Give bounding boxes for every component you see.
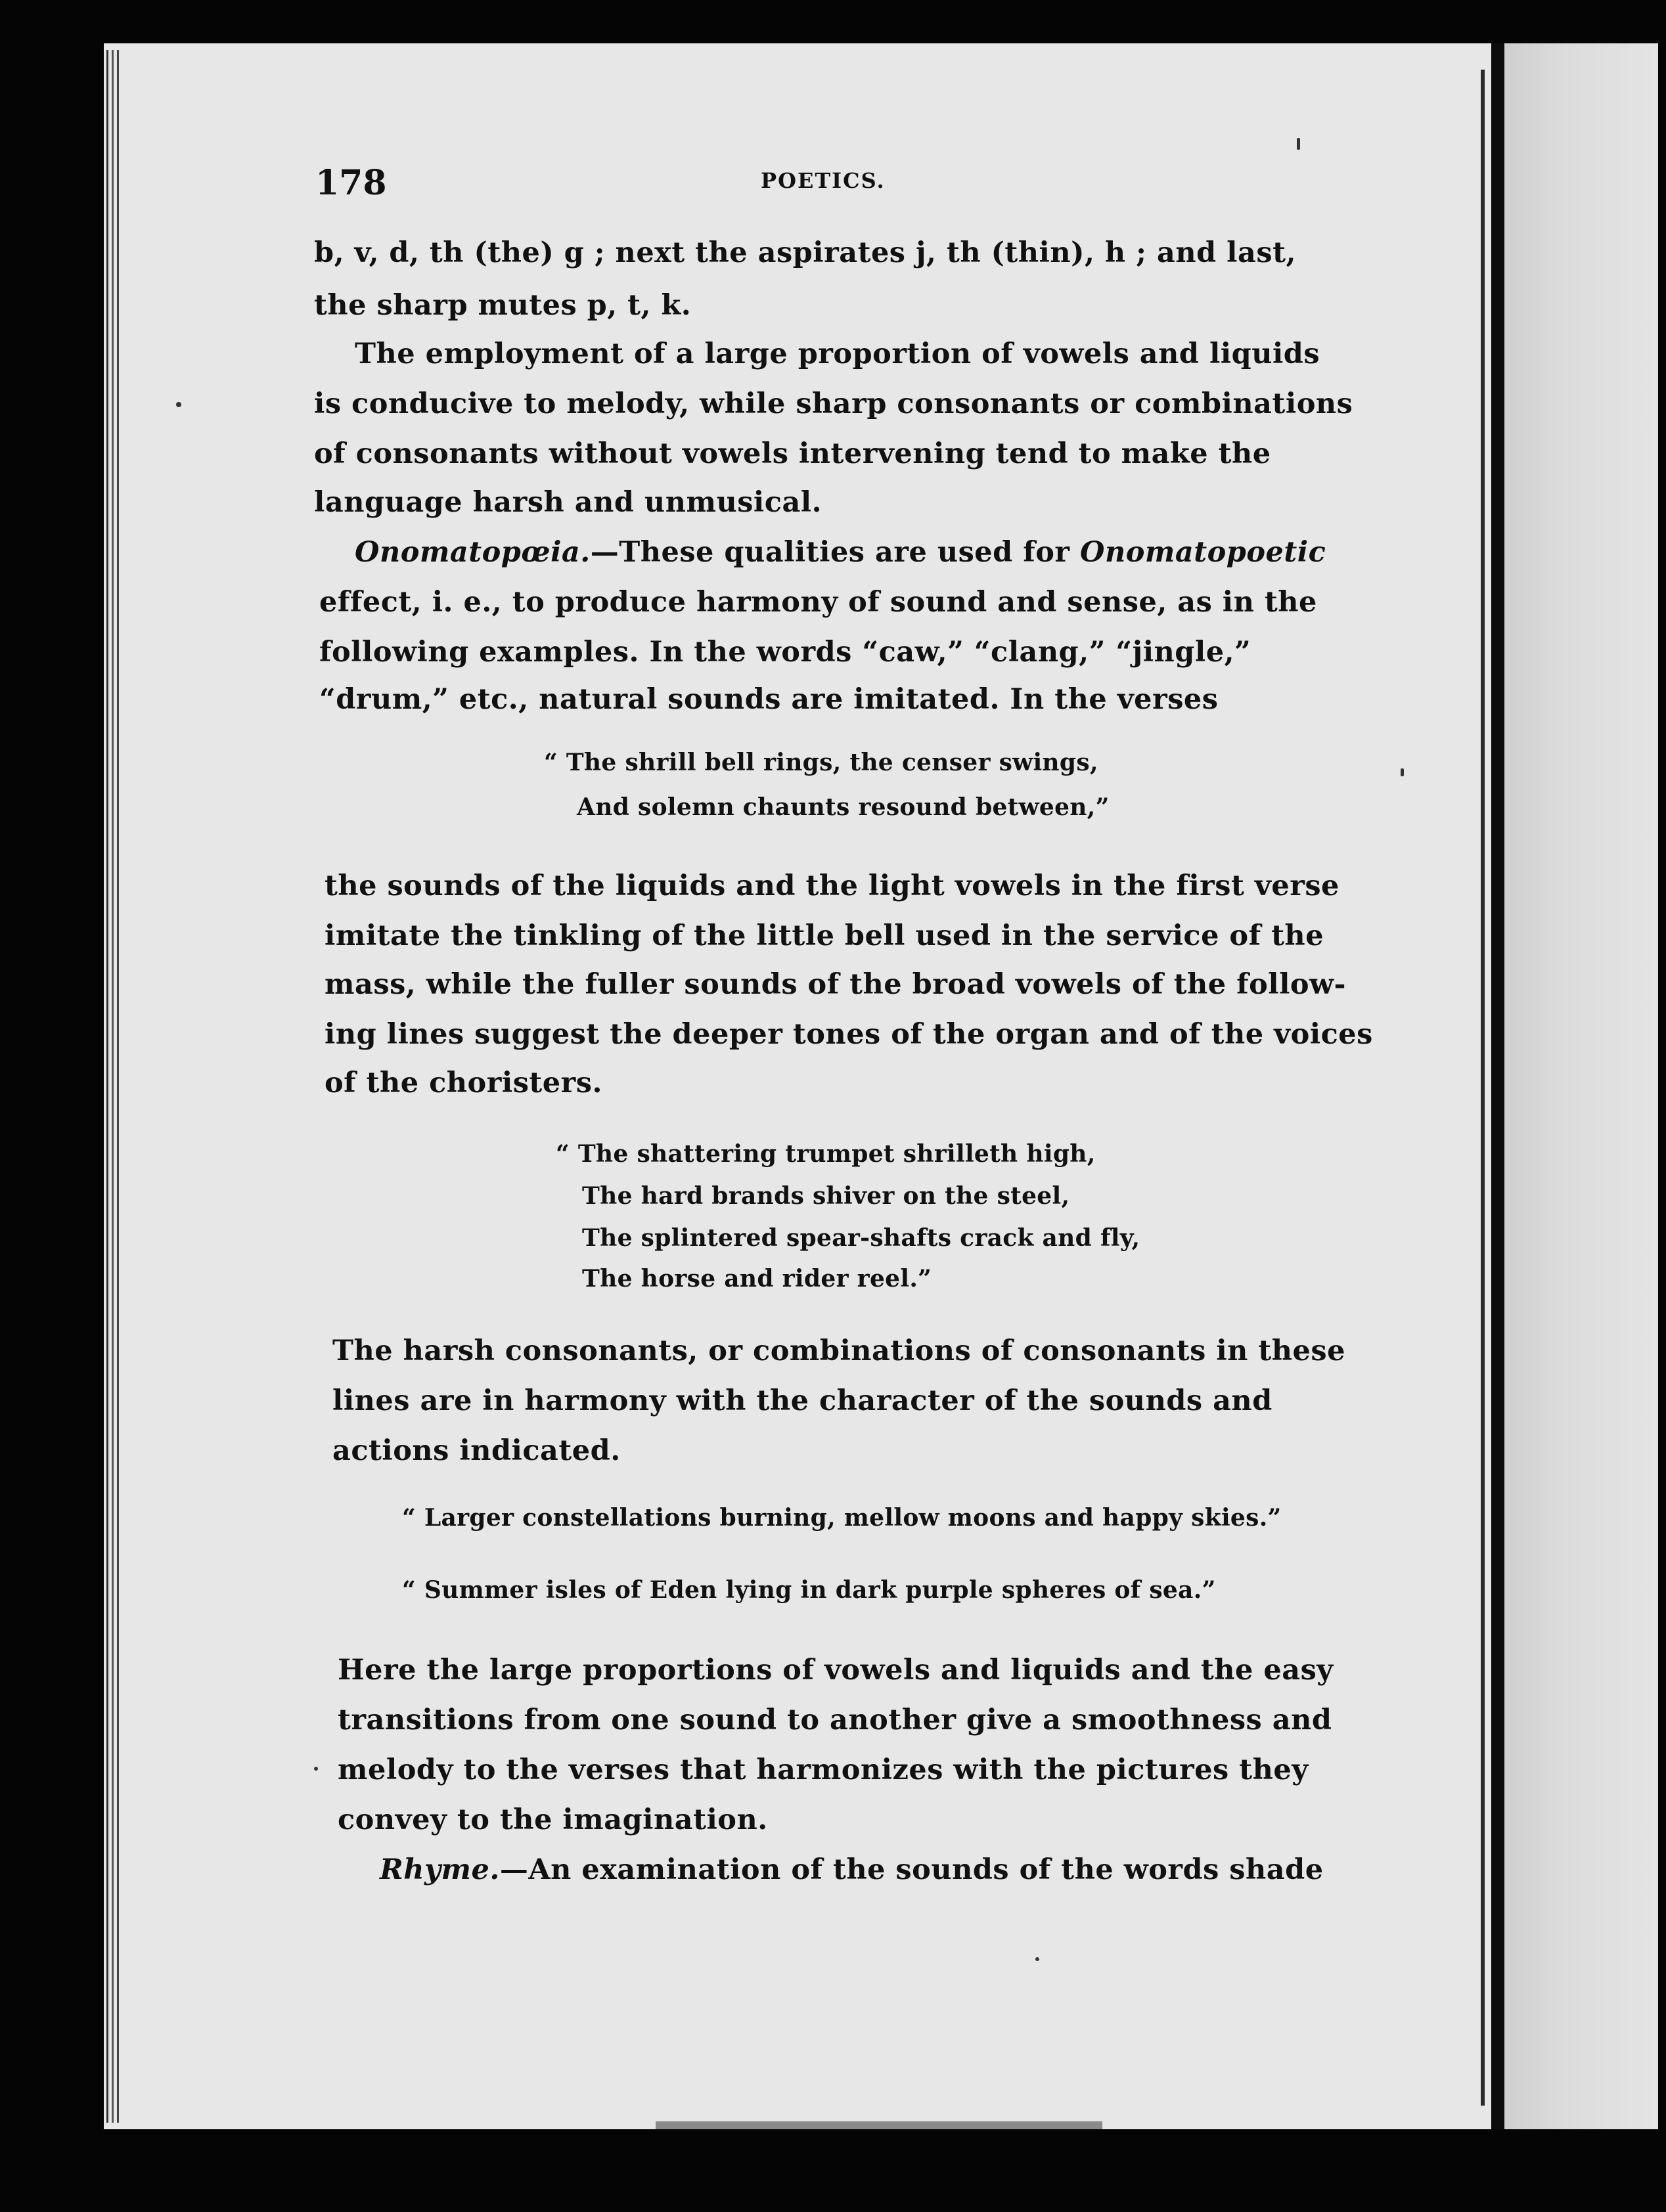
text-line: ing lines suggest the deeper tones of the organ and of the voices <box>325 1018 1373 1051</box>
italic-term: Onomatopoetic <box>1080 536 1326 569</box>
text-line: of the choristers. <box>325 1067 602 1099</box>
text-line: the sharp mutes p, t, k. <box>314 289 692 322</box>
text-line-rhyme <box>380 1853 1324 1886</box>
text-line: imitate the tinkling of the little bell used in the service of the <box>325 919 1324 952</box>
text-line: is conducive to melody, while sharp consonants or combinations <box>314 387 1353 420</box>
verse-line: “ The shattering trumpet shrilleth high, <box>556 1140 1096 1168</box>
text-line: b, v, d, th (the) g ; next the aspirates j, th (thin), h ; and last, <box>314 236 1296 269</box>
book-spine <box>1491 43 1504 2129</box>
section-term: Rhyme. <box>380 1853 500 1886</box>
text-line: mass, while the fuller sounds of the broad vowels of the follow- <box>325 968 1346 1001</box>
verse-line: And solemn chaunts resound between,” <box>577 793 1110 821</box>
gutter-shadow <box>1481 70 1485 2106</box>
text-segment: —An examination of the sounds of the words shade <box>499 1853 1324 1886</box>
text-line: melody to the verses that harmonizes with the pictures they <box>338 1754 1309 1786</box>
running-head: POETICS. <box>761 168 886 193</box>
page-edge <box>112 50 114 2123</box>
page-number: 178 <box>315 163 387 203</box>
verse-line: The splintered spear-shafts crack and fly, <box>582 1224 1140 1252</box>
verse-line: The horse and rider reel.” <box>582 1265 932 1293</box>
quote-line: “ Larger constellations burning, mellow moons and happy skies.” <box>402 1504 1282 1532</box>
text-line: lines are in harmony with the character of the sounds and <box>332 1384 1272 1417</box>
page-bottom-edge <box>656 2121 1102 2129</box>
scan-speck <box>314 1767 318 1771</box>
text-line-onomatopoeia <box>355 536 1326 569</box>
verse-line: “ The shrill bell rings, the censer swings, <box>544 749 1098 776</box>
quote-line: “ Summer isles of Eden lying in dark purple spheres of sea.” <box>402 1576 1216 1604</box>
text-segment: —These qualities are used for <box>590 536 1080 569</box>
text-line: effect, i. e., to produce harmony of sound and sense, as in the <box>319 586 1317 619</box>
section-term: Onomatopœia. <box>355 536 591 569</box>
scan-speck <box>176 402 181 407</box>
text-line: language harsh and unmusical. <box>314 486 822 519</box>
facing-page <box>1504 43 1658 2129</box>
text-line: actions indicated. <box>332 1434 621 1467</box>
scan-speck <box>1401 768 1404 776</box>
text-line: Here the large proportions of vowels and liquids and the easy <box>338 1654 1334 1687</box>
scan-speck <box>1035 1957 1039 1961</box>
text-line: transitions from one sound to another give a smoothness and <box>338 1704 1332 1736</box>
text-line: “drum,” etc., natural sounds are imitated. In the verses <box>319 683 1219 716</box>
verse-line: The hard brands shiver on the steel, <box>582 1182 1070 1210</box>
text-line: The harsh consonants, or combinations of consonants in these <box>332 1335 1345 1367</box>
text-line: the sounds of the liquids and the light vowels in the first verse <box>325 870 1340 902</box>
text-line: convey to the imagination. <box>338 1803 768 1836</box>
text-line: following examples. In the words “caw,” “clang,” “jingle,” <box>319 636 1251 669</box>
page-edge <box>106 50 108 2123</box>
text-line: The employment of a large proportion of vowels and liquids <box>355 338 1320 370</box>
scan-speck <box>1297 138 1300 150</box>
text-line: of consonants without vowels intervening tend to make the <box>314 437 1271 470</box>
page-edge <box>117 50 119 2123</box>
